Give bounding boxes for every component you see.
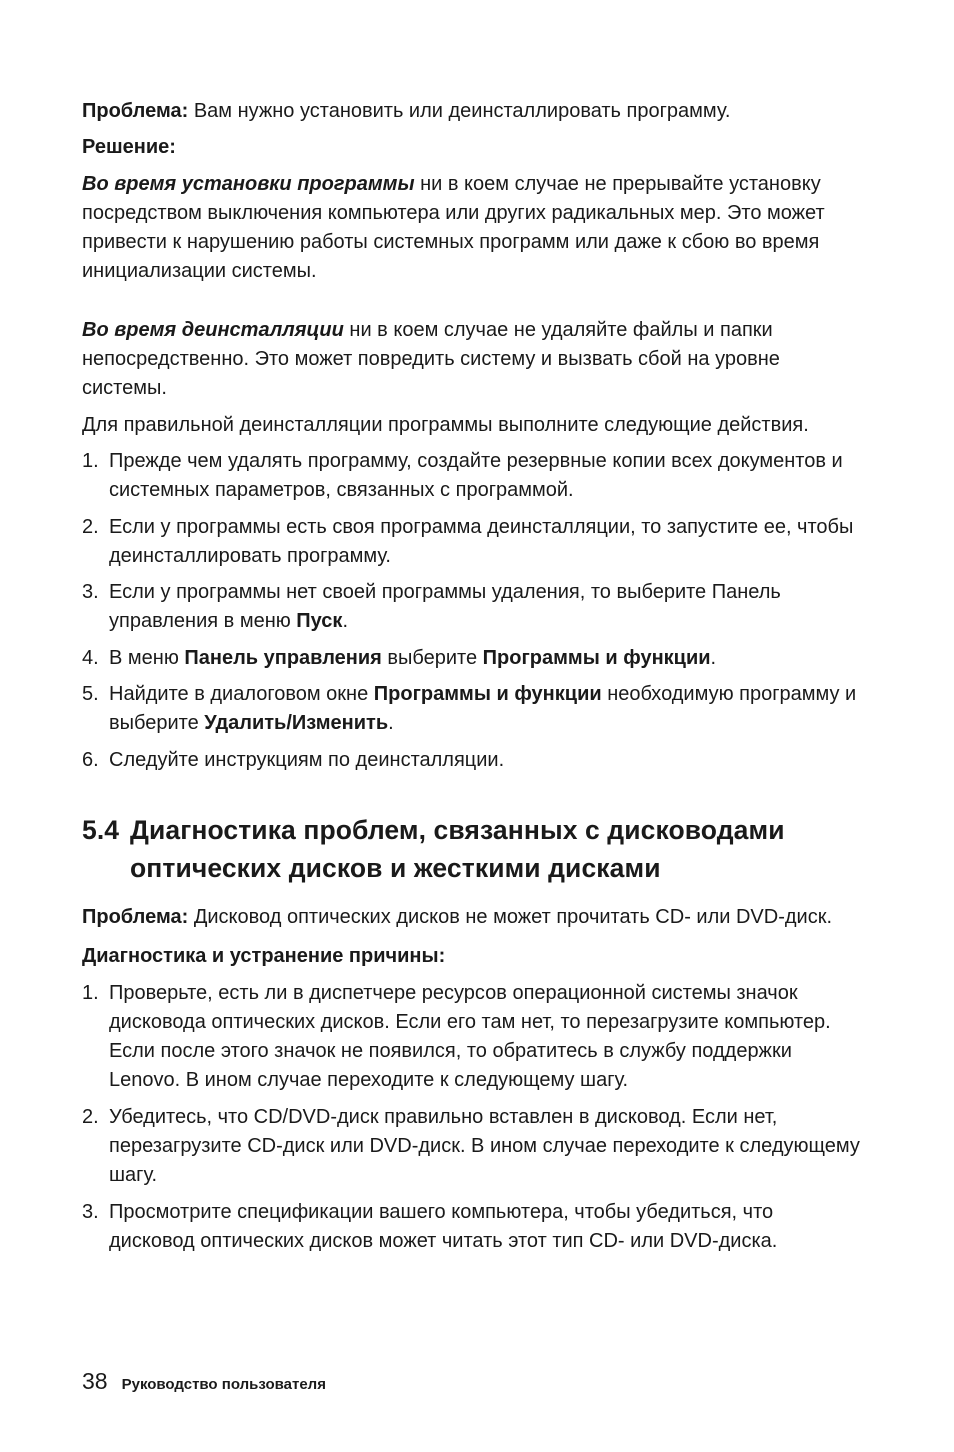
page-number: 38 (82, 1368, 108, 1394)
install-text: ни в коем случае не прерывайте установку посредством выключения компьютера или других радикальных мер. Это может привести к нарушению работы системных программ или даже к сбою во время инициализации системы. (82, 172, 825, 283)
section-heading (82, 811, 862, 887)
uninstall-paragraph (82, 316, 862, 404)
install-paragraph (82, 170, 862, 287)
list-item: 6. Следуйте инструкциям по деинсталляции. (82, 748, 505, 771)
steps-intro: Для правильной деинсталляции программы выполните следующие действия. (82, 413, 809, 436)
list-item: 1. Прежде чем удалять программу, создайте резервные копии всех документов и системных параметров, связанных с программой. (82, 449, 843, 502)
problem-paragraph-1 (82, 97, 862, 126)
uninstall-steps-list (82, 447, 862, 775)
list-item: 3. Просмотрите спецификации вашего компьютера, чтобы убедиться, что дисковод оптических дисков может читать этот тип CD- или DVD-диска. (82, 1200, 778, 1252)
problem-text: Дисковод оптических дисков не может прочитать CD- или DVD-диск. (188, 905, 833, 928)
problem-label: Проблема: (82, 905, 189, 928)
problem-text: Вам нужно установить или деинсталлировать программу. (188, 100, 731, 122)
section-title: Диагностика проблем, связанных с дисководами оптических дисков и жесткими дисками (130, 814, 785, 883)
list-item: 5. Найдите в диалоговом окне Программы и функции необходимую программу и выберите Удалить/Изменить. (82, 683, 857, 735)
footer-title: Руководство пользователя (121, 1376, 326, 1393)
solution-heading: Решение: (82, 136, 176, 159)
uninstall-text: ни в коем случае не удаляйте файлы и папки непосредственно. Это может повредить систему и вызвать сбой на уровне системы. (82, 318, 780, 400)
problem-label: Проблема: (82, 100, 189, 122)
install-emphasis: Во время установки программы (82, 172, 415, 195)
list-item: 1. Проверьте, есть ли в диспетчере ресурсов операционной системы значок дисковода оптических дисков. Если его там нет, то перезагрузите компьютер. Если после этого значок не появился, то обратитесь в службу поддержки Lenovo. В ином случае переходите к следующему шагу. (82, 981, 831, 1092)
problem-paragraph-2 (82, 903, 862, 932)
diagnostics-steps-list (82, 979, 862, 1257)
page-content (82, 97, 862, 1256)
list-item: 2. Убедитесь, что CD/DVD-диск правильно вставлен в дисковод. Если нет, перезагрузите CD-диск или DVD-диск. В ином случае переходите к следующему шагу. (82, 1105, 860, 1187)
list-item: 3. Если у программы нет своей программы удаления, то выберите Панель управления в меню Пуск. (82, 581, 781, 633)
list-item: 4. В меню Панель управления выберите Программы и функции. (82, 646, 717, 669)
section-number: 5.4 (82, 814, 120, 845)
uninstall-emphasis: Во время деинсталляции (82, 318, 344, 341)
list-item: 2. Если у программы есть своя программа деинсталляции, то запустите ее, чтобы деинсталлировать программу. (82, 515, 854, 567)
diagnostics-heading: Диагностика и устранение причины: (82, 945, 446, 968)
page-footer (82, 1368, 326, 1395)
